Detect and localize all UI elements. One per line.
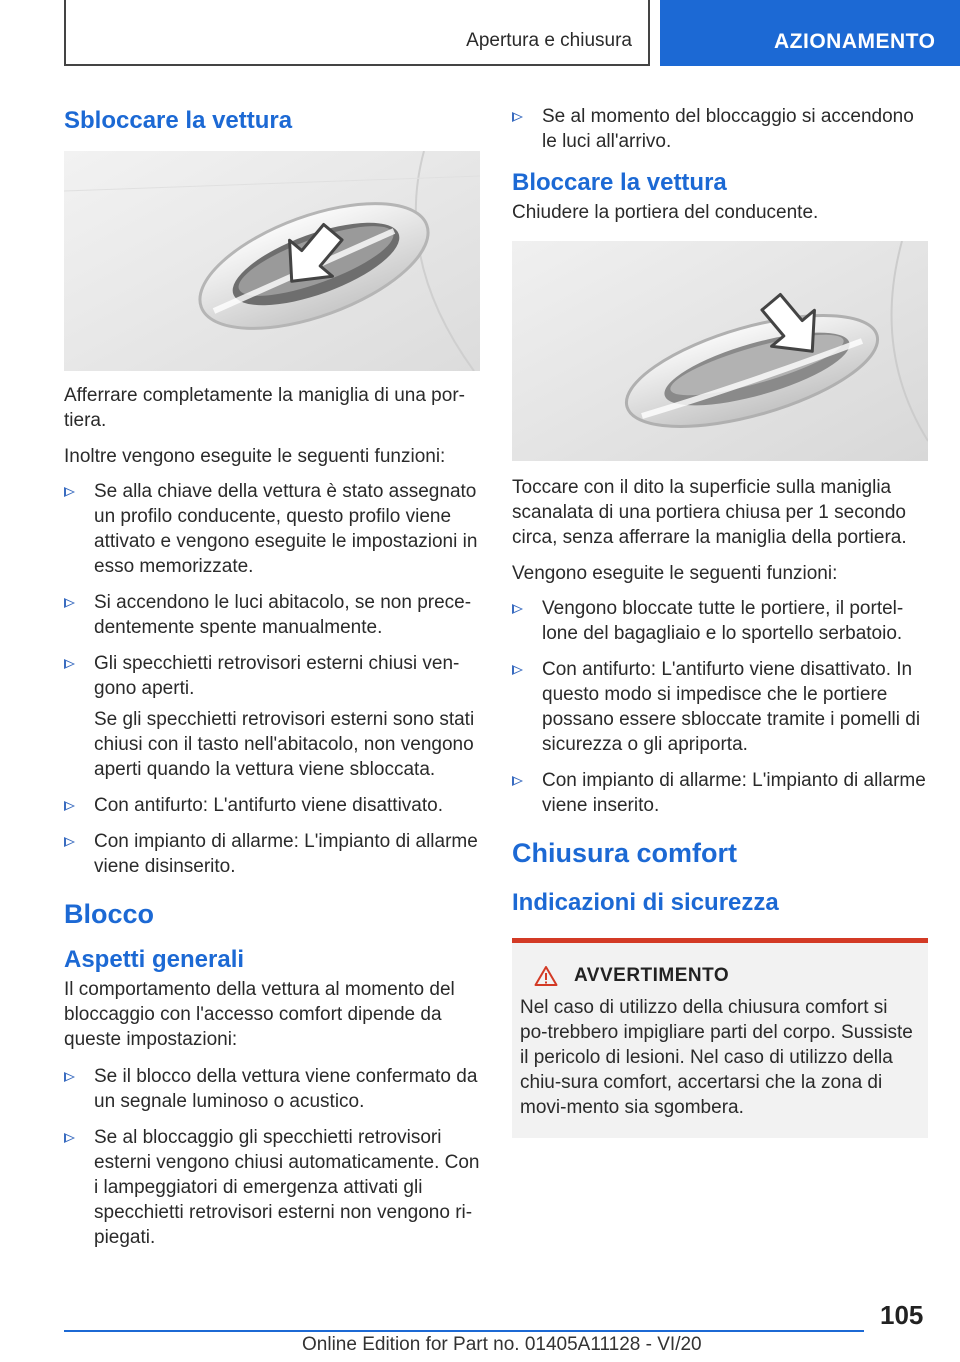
list-item: Con impianto di allarme: L'impianto di allarme viene inserito. bbox=[512, 768, 928, 818]
warning-box bbox=[512, 938, 928, 1138]
paragraph-behavior: Il comportamento della vettura al momento del bloccaggio con l'accesso comfort dipende da queste impostazioni: bbox=[64, 979, 455, 1050]
bullet-arrow-icon bbox=[64, 1072, 75, 1082]
lights-list bbox=[512, 104, 928, 154]
bullet-arrow-icon bbox=[64, 487, 75, 497]
bullet-arrow-icon bbox=[64, 659, 75, 669]
settings-list bbox=[64, 1064, 480, 1250]
heading-general-aspects: Aspetti generali bbox=[64, 946, 245, 973]
header-section-title: Apertura e chiusura bbox=[466, 30, 632, 51]
warning-title: AVVERTIMENTO bbox=[574, 965, 730, 986]
list-item: Se al momento del bloccaggio si accendono le luci all'arrivo. bbox=[512, 104, 928, 154]
list-item: Con antifurto: L'antifurto viene disattivato. In questo modo si impedisce che le portiere possano essere sbloccate tramite i pomelli di sicurezza o gli apriporta. bbox=[512, 657, 928, 757]
bullet-arrow-icon bbox=[512, 665, 523, 675]
footer-edition: Online Edition for Part no. 01405A11128 - VI/20 bbox=[302, 1334, 702, 1355]
warning-header bbox=[534, 965, 920, 987]
door-handle-grab-image bbox=[64, 151, 480, 371]
list-item: Se alla chiave della vettura è stato assegnato un profilo conducente, questo profilo viene attivato e vengono eseguite le impostazioni in esso memorizzate. bbox=[64, 479, 480, 579]
header-section-box bbox=[64, 0, 650, 66]
list-item: Gli specchietti retrovisori esterni chiusi ven-gono aperti. Se gli specchietti retrovisori esterni sono stati chiusi con il tasto nell'abitacolo, non vengono aperti quando la vettura viene sbloccata. bbox=[64, 651, 480, 782]
heading-lock-vehicle: Bloccare la vettura bbox=[512, 169, 727, 196]
list-item: Vengono bloccate tutte le portiere, il portel-lone del bagagliaio e lo sportello serbatoio. bbox=[512, 596, 928, 646]
list-item: Con antifurto: L'antifurto viene disattivato. bbox=[64, 793, 480, 818]
bullet-arrow-icon bbox=[64, 837, 75, 847]
paragraph-exec-functions: Vengono eseguite le seguenti funzioni: bbox=[512, 563, 838, 584]
left-column bbox=[64, 98, 480, 1261]
mirror-note: Se gli specchietti retrovisori esterni sono stati chiusi con il tasto nell'abitacolo, non vengono aperti quando la vettura viene sbloccata. bbox=[94, 709, 475, 780]
header-chapter-tab: AZIONAMENTO bbox=[660, 0, 960, 66]
bullet-arrow-icon bbox=[64, 1133, 75, 1143]
bullet-arrow-icon bbox=[512, 112, 523, 122]
right-column bbox=[512, 98, 928, 1138]
footer-rule bbox=[64, 1330, 864, 1332]
paragraph-also-functions: Inoltre vengono eseguite le seguenti funzioni: bbox=[64, 446, 446, 467]
heading-safety-notes: Indicazioni di sicurezza bbox=[512, 889, 779, 916]
bullet-arrow-icon bbox=[64, 801, 75, 811]
unlock-function-list bbox=[64, 479, 480, 879]
bullet-arrow-icon bbox=[512, 776, 523, 786]
heading-comfort-closing: Chiusura comfort bbox=[512, 838, 738, 868]
bullet-arrow-icon bbox=[512, 604, 523, 614]
list-item: Se al bloccaggio gli specchietti retrovisori esterni vengono chiusi automaticamente. Con i lampeggiatori di emergenza attivati gli specchietti retrovisori esterni non vengono ri-piegati. bbox=[64, 1125, 480, 1250]
page-number: 105 bbox=[880, 1300, 924, 1330]
warning-triangle-icon bbox=[534, 965, 558, 987]
paragraph-grab-handle: Afferrare completamente la maniglia di una por-tiera. bbox=[64, 385, 465, 431]
bullet-arrow-icon bbox=[64, 598, 75, 608]
list-item: Si accendono le luci abitacolo, se non prece-dentemente spente manualmente. bbox=[64, 590, 480, 640]
heading-unlock: Sbloccare la vettura bbox=[64, 107, 293, 134]
list-item: Con impianto di allarme: L'impianto di allarme viene disinserito. bbox=[64, 829, 480, 879]
heading-block: Blocco bbox=[64, 899, 155, 929]
lock-function-list bbox=[512, 596, 928, 818]
warning-text: Nel caso di utilizzo della chiusura comfort si po-trebbero impigliare parti del corpo. Sussiste il pericolo di lesioni. Nel caso di utilizzo della chiu-sura comfort, accertarsi che la zona di movi-mento sia sgombera. bbox=[520, 997, 913, 1118]
door-handle-touch-image bbox=[512, 241, 928, 461]
list-item: Se il blocco della vettura viene confermato da un segnale luminoso o acustico. bbox=[64, 1064, 480, 1114]
paragraph-touch-handle: Toccare con il dito la superficie sulla maniglia scanalata di una portiera chiusa per 1 secondo circa, senza afferrare la maniglia della portiera. bbox=[512, 477, 907, 548]
paragraph-close-door: Chiudere la portiera del conducente. bbox=[512, 202, 819, 223]
